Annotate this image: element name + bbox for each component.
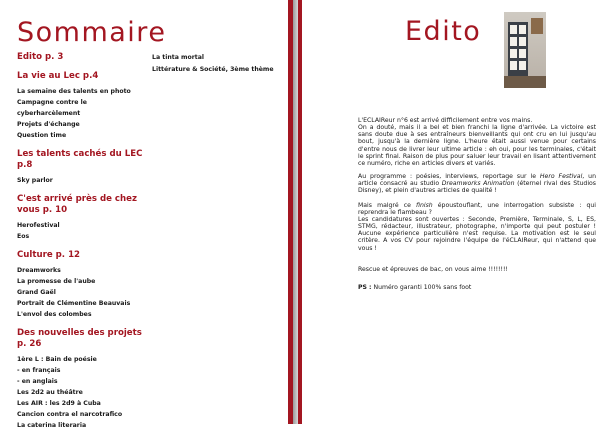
- toc-edito-entry[interactable]: Edito p. 3: [17, 52, 64, 62]
- right-page: [302, 0, 600, 424]
- toc-item[interactable]: Grand Gaël: [17, 289, 56, 296]
- toc-left-column: [17, 52, 152, 431]
- toc-item[interactable]: Eos: [17, 233, 30, 240]
- edito-paragraph: L'ECLAIReur n°6 est arrivé difficilement entre vos mains.: [358, 117, 533, 124]
- toc-item[interactable]: - en français: [17, 367, 61, 374]
- toc-item[interactable]: Sky parlor: [17, 177, 53, 184]
- left-page: [0, 0, 288, 429]
- edito-paragraph: Les candidatures sont ouvertes : Seconde, Première, Terminale, S, L, ES, STMG, rédacteur, illustrateur, photographe, n'importe qui peut postuler ! Aucune expérience particulière n'est requise. La motivation est le seul critère. A vos CV pour rejoindre l'équipe de l'éCLAIReur, qui n'attend que vous !: [358, 215, 596, 252]
- edito-paragraph: Rescue et épreuves de bac, on vous aime !!!!!!!!: [358, 265, 508, 273]
- toc-item[interactable]: Littérature & Société, 3ème thème: [152, 65, 274, 73]
- edito-ps: PS : Numéro garanti 100% sans foot: [358, 283, 472, 291]
- toc-item[interactable]: Les AIR : les 2d9 à Cuba: [17, 400, 101, 407]
- toc-section-heading[interactable]: Culture p. 12: [17, 250, 81, 260]
- toc-section-heading[interactable]: Des nouvelles des projets p. 26: [17, 328, 142, 349]
- toc-item[interactable]: Projets d'échange: [17, 121, 80, 128]
- toc-item[interactable]: Question time: [17, 132, 67, 139]
- toc-right-column: [152, 52, 284, 75]
- edito-body: [358, 117, 596, 291]
- toc-item[interactable]: Les 2d2 au théâtre: [17, 389, 83, 396]
- toc-item[interactable]: L'envol des colombes: [17, 311, 92, 318]
- edito-paragraph: Au programme : poésies, interviews, reportage sur le Hero Festival, un article consacré au studio Dreamworks Animation (éternel rival des Studios Disney), et plein d'autres articles de qualité !: [358, 173, 596, 195]
- toc-item[interactable]: Campagne contre le cyberharcèlement: [17, 99, 87, 117]
- toc-item[interactable]: Herofestival: [17, 222, 60, 229]
- edito-paragraph: On a douté, mais il a bel et bien franchi la ligne d'arrivée. La victoire est sans doute due à ses entraîneurs bienveillants qui ont cru en lui jusqu'au bout, jusqu'à la dernière ligne. L'heure était aussi venue pour certains d'entre nous de livrer leur ultime article : eh oui, pour les terminales, c'était le sprint final. Raison de plus pour saluer leur travail en lisant attentivement ce numéro, riche en articles divers et variés.: [358, 124, 596, 167]
- toc-item[interactable]: 1ère L : Bain de poésie: [17, 356, 97, 363]
- photo-icon: [504, 12, 546, 88]
- toc-item[interactable]: La tinta mortal: [152, 54, 205, 61]
- toc-item[interactable]: Dreamworks: [17, 267, 61, 274]
- sommaire-title: Sommaire: [17, 17, 167, 48]
- edito-paragraph: Mais malgré ce finish époustouflant, une interrogation subsiste : qui reprendra le flambeau ?: [358, 201, 596, 216]
- toc-item[interactable]: - en anglais: [17, 378, 58, 385]
- toc-item[interactable]: La semaine des talents en photo: [17, 88, 131, 95]
- toc-section-heading[interactable]: Les talents cachés du LEC p.8: [17, 149, 143, 170]
- toc-item[interactable]: Portrait de Clémentine Beauvais: [17, 300, 131, 307]
- toc-item[interactable]: La promesse de l'aube: [17, 278, 96, 285]
- edito-title: Edito: [405, 16, 482, 47]
- toc-item[interactable]: La caterina literaria: [17, 422, 87, 429]
- toc-item[interactable]: Cancion contra el narcotrafico: [17, 411, 123, 418]
- toc-section-heading[interactable]: La vie au Lec p.4: [17, 71, 99, 81]
- toc-section-heading[interactable]: C'est arrivé près de chez vous p. 10: [17, 194, 137, 215]
